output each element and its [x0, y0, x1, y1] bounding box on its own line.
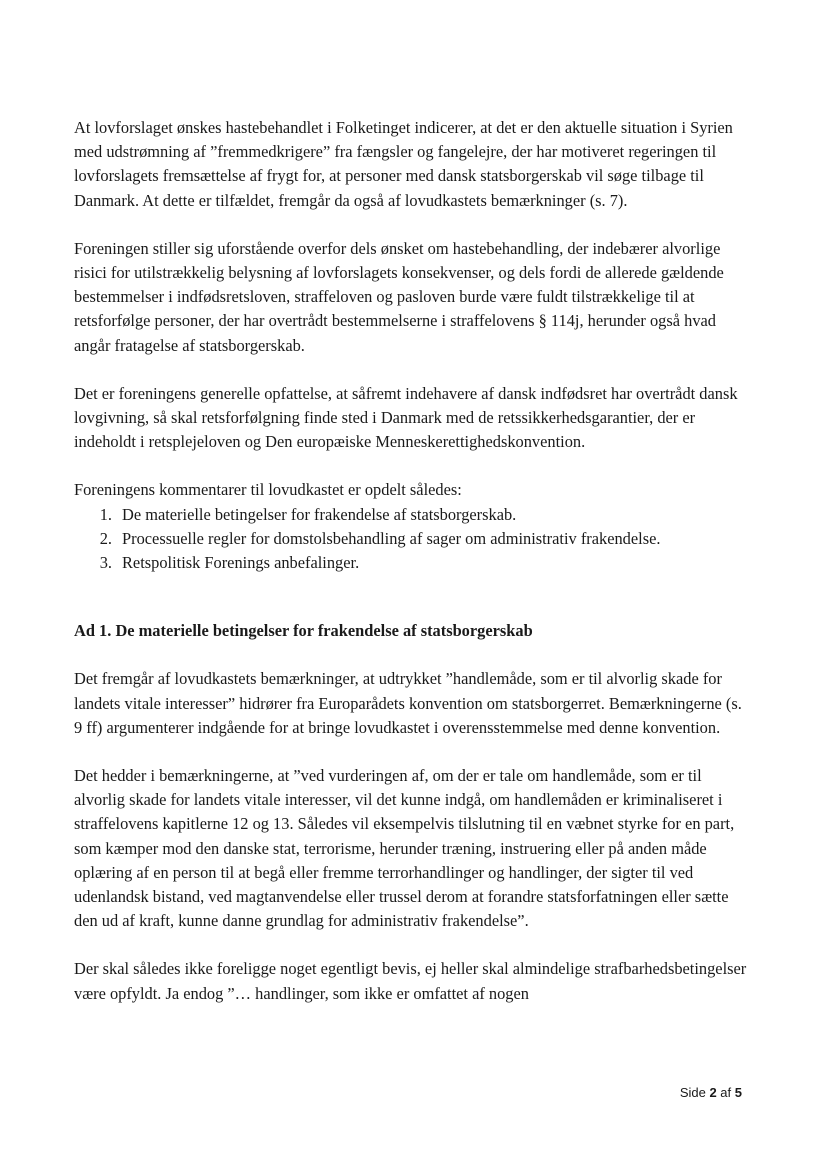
paragraph-generelle-opfattelse: Det er foreningens generelle opfattelse, at såfremt indehavere af dansk indfødsret har overtrådt dansk lovgivning, så skal retsforfølgning finde sted i Danmark med de retssikkerhedsgarantier, der er indeholdt i retsplejeloven og Den europæiske Menneskerettighedskonvention. [74, 383, 738, 452]
page-number-middle: af [716, 1085, 735, 1100]
paragraph-bemaerkninger: Det fremgår af lovudkastets bemærkninger, at udtrykket ”handlemåde, som er til alvorlig skade for landets vitale interesser” hidrører fra Europarådets konvention om statsborgerret. Bemærkningerne (s. 9 ff) argumenterer indgående for at bringe lovudkastet i overensstemmelse med denne konvention. [74, 669, 742, 737]
list-item-number: 1. [99, 504, 112, 524]
page-number [680, 1085, 742, 1100]
list-item-text: Retspolitisk Forenings anbefalinger. [122, 553, 360, 573]
paragraph-bevis: Der skal således ikke foreligge noget egentligt bevis, ej heller skal almindelige strafbarhedsbetingelser være opfyldt. Ja endog ”… handlinger, som ikke er omfattet af nogen [74, 959, 747, 1003]
page-number-prefix: Side [679, 1085, 710, 1100]
list-item-number: 2. [99, 528, 112, 548]
comments-list [74, 503, 754, 576]
paragraph-quote: Det hedder i bemærkningerne, at ”ved vurderingen af, om der er tale om handlemåde, som er til alvorlig skade for landets vitale interesser, vil det kunne indgå, om handlemåden er kriminaliseret i straffelovens kapitlerne 12 og 13. Således vil eksempelvis tilslutning til en væbnet styrke for en part, som kæmper mod den danske stat, terrorisme, herunder træning, instruering eller på anden måde oplæring af en person til at begå eller fremme terrorhandlinger og handlinger, der sigter til ved udenlandsk bistand, ved magtanvendelse eller trussel derom at forandre statsforfatningen eller sætte den ud af kraft, kunne danne grundlag for administrativ frakendelse”. [74, 766, 735, 931]
paragraph-uforstaaende: Foreningen stiller sig uforstående overfor dels ønsket om hastebehandling, der indebærer alvorlige risici for utilstrækkelig belysning af lovforslagets konsekvenser, og dels fordi de allerede gældende bestemmelser i indfødsretsloven, straffeloven og pasloven burde være fuldt tilstrækkelige til at retsforfølge personer, der har overtrådt bestemmelserne i straffelovens § 114j, herunder også hvad angår fratagelse af statsborgerskab. [74, 238, 724, 355]
list-item-text: Processuelle regler for domstolsbehandling af sager om administrativ frakendelse. [122, 528, 661, 548]
page-number-current: 2 [709, 1085, 717, 1100]
list-item-text: De materielle betingelser for frakendelse af statsborgerskab. [122, 504, 517, 524]
document-body [74, 116, 754, 1006]
list-intro: Foreningens kommentarer til lovudkastet er opdelt således: [74, 480, 462, 500]
list-item [74, 503, 754, 527]
section-heading: Ad 1. De materielle betingelser for frakendelse af statsborgerskab [74, 621, 533, 641]
list-item-number: 3. [99, 553, 112, 573]
list-item [74, 527, 754, 551]
paragraph-hastebehandling: At lovforslaget ønskes hastebehandlet i Folketinget indicerer, at det er den aktuelle situation i Syrien med udstrømning af ”fremmedkrigere” fra fængsler og fangelejre, der har motiveret regeringen til lovforslagets fremsættelse af frygt for, at personer med dansk statsborgerskab vil søge tilbage til Danmark. At dette er tilfældet, fremgår da også af lovudkastets bemærkninger (s. 7). [74, 118, 733, 210]
page-number-total: 5 [734, 1085, 742, 1100]
list-item [74, 551, 754, 575]
